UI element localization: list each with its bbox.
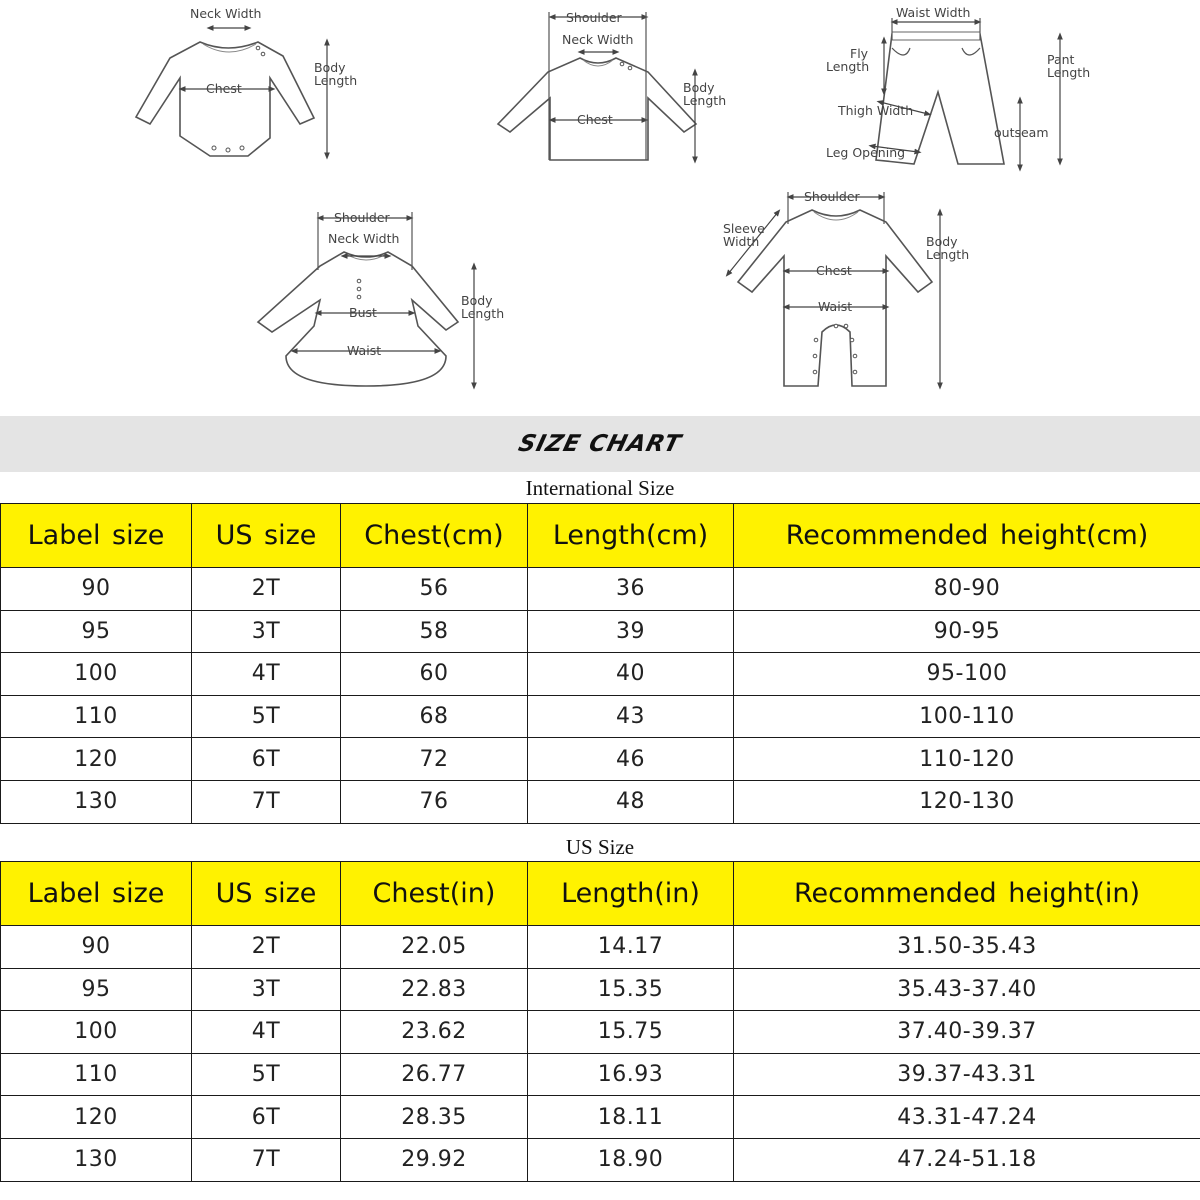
column-header-recommended-height: Recommended height(cm) [734, 504, 1200, 568]
bodysuit-chest-label: Chest [206, 81, 242, 96]
cell-recommended-height: 90-95 [734, 610, 1200, 653]
dress-shoulder-label: Shoulder [334, 210, 390, 225]
cell-label-size: 100 [1, 1011, 192, 1054]
dress-body-length-label-1: Body [461, 293, 493, 308]
tshirt-body-length-label-2: Length [683, 93, 727, 108]
cell-chest: 60 [341, 653, 528, 696]
size-chart-banner [0, 416, 1200, 472]
cell-us-size: 6T [192, 1096, 341, 1139]
cell-length: 16.93 [528, 1053, 734, 1096]
cell-recommended-height: 80-90 [734, 568, 1200, 611]
column-header-us-size: US size [192, 862, 341, 926]
cell-length: 43 [528, 695, 734, 738]
pants-waist-width-label: Waist Width [896, 5, 971, 20]
pants-leg-opening-label: Leg Opening [826, 145, 906, 160]
tshirt-body-length-label-1: Body [683, 80, 715, 95]
table-row [1, 1138, 1200, 1181]
tshirt-diagram [498, 10, 726, 160]
cell-recommended-height: 43.31-47.24 [734, 1096, 1200, 1139]
cell-recommended-height: 100-110 [734, 695, 1200, 738]
cell-recommended-height: 37.40-39.37 [734, 1011, 1200, 1054]
cell-recommended-height: 35.43-37.40 [734, 968, 1200, 1011]
cell-label-size: 95 [1, 968, 192, 1011]
table-row [1, 968, 1200, 1011]
romper-sleeve-width-label-2: Width [723, 234, 760, 249]
column-header-chest: Chest(cm) [341, 504, 528, 568]
column-header-recommended-height: Recommended height(in) [734, 862, 1200, 926]
table-row [1, 1011, 1200, 1054]
cell-length: 46 [528, 738, 734, 781]
cell-chest: 58 [341, 610, 528, 653]
table-row [1, 738, 1200, 781]
cell-us-size: 4T [192, 1011, 341, 1054]
cell-length: 40 [528, 653, 734, 696]
tshirt-chest-label: Chest [577, 112, 613, 127]
cell-length: 18.90 [528, 1138, 734, 1181]
cell-label-size: 130 [1, 1138, 192, 1181]
table-row [1, 1096, 1200, 1139]
cell-chest: 68 [341, 695, 528, 738]
cell-chest: 76 [341, 780, 528, 823]
tshirt-neck-width-label: Neck Width [562, 32, 634, 47]
measurement-diagrams-svg [0, 0, 1200, 412]
dress-diagram [258, 210, 504, 386]
cell-length: 36 [528, 568, 734, 611]
cell-label-size: 120 [1, 738, 192, 781]
column-header-us-size: US size [192, 504, 341, 568]
cell-label-size: 90 [1, 568, 192, 611]
cell-us-size: 4T [192, 653, 341, 696]
table-row [1, 926, 1200, 969]
cell-label-size: 130 [1, 780, 192, 823]
cell-us-size: 3T [192, 610, 341, 653]
dress-neck-width-label: Neck Width [328, 231, 400, 246]
romper-chest-label: Chest [816, 263, 852, 278]
romper-body-length-label-1: Body [926, 234, 958, 249]
cell-chest: 56 [341, 568, 528, 611]
cell-us-size: 6T [192, 738, 341, 781]
cell-length: 15.75 [528, 1011, 734, 1054]
table-row [1, 1053, 1200, 1096]
table-header-row [1, 504, 1200, 568]
dress-body-length-label-2: Length [461, 306, 505, 321]
cell-recommended-height: 95-100 [734, 653, 1200, 696]
cell-length: 39 [528, 610, 734, 653]
romper-waist-label: Waist [818, 299, 853, 314]
table-row [1, 653, 1200, 696]
size-chart-title: SIZE CHART [515, 431, 685, 457]
pants-diagram [826, 5, 1090, 168]
cell-chest: 23.62 [341, 1011, 528, 1054]
cell-length: 14.17 [528, 926, 734, 969]
column-header-label-size: Label size [1, 862, 192, 926]
cell-us-size: 7T [192, 780, 341, 823]
international-size-table [0, 503, 1200, 824]
romper-shoulder-label: Shoulder [804, 189, 860, 204]
column-header-length: Length(in) [528, 862, 734, 926]
table-row [1, 695, 1200, 738]
international-size-caption: International Size [525, 476, 675, 500]
column-header-length: Length(cm) [528, 504, 734, 568]
cell-label-size: 95 [1, 610, 192, 653]
pants-fly-length-label-1: Fly [850, 46, 869, 61]
cell-recommended-height: 47.24-51.18 [734, 1138, 1200, 1181]
table-row [1, 568, 1200, 611]
cell-label-size: 110 [1, 1053, 192, 1096]
cell-us-size: 7T [192, 1138, 341, 1181]
cell-label-size: 110 [1, 695, 192, 738]
dress-waist-label: Waist [347, 343, 382, 358]
cell-us-size: 3T [192, 968, 341, 1011]
cell-chest: 28.35 [341, 1096, 528, 1139]
bodysuit-neck-width-label: Neck Width [190, 6, 262, 21]
pants-pant-length-label-1: Pant [1047, 52, 1075, 67]
garment-diagrams [0, 0, 1200, 412]
column-header-label-size: Label size [1, 504, 192, 568]
romper-body-length-label-2: Length [926, 247, 970, 262]
pants-outseam-label: outseam [994, 125, 1049, 140]
cell-label-size: 90 [1, 926, 192, 969]
table-row [1, 780, 1200, 823]
bodysuit-body-length-label-1: Body [314, 60, 346, 75]
cell-chest: 22.05 [341, 926, 528, 969]
romper-sleeve-width-label-1: Sleeve [723, 221, 765, 236]
pants-pant-length-label-2: Length [1047, 65, 1091, 80]
cell-length: 48 [528, 780, 734, 823]
cell-us-size: 5T [192, 1053, 341, 1096]
cell-chest: 22.83 [341, 968, 528, 1011]
dress-bust-label: Bust [349, 305, 377, 320]
us-size-caption: US Size [565, 835, 635, 859]
romper-diagram [723, 189, 969, 386]
bodysuit-diagram [136, 6, 357, 156]
us-size-table [0, 861, 1200, 1182]
cell-label-size: 120 [1, 1096, 192, 1139]
table-row [1, 610, 1200, 653]
cell-length: 18.11 [528, 1096, 734, 1139]
cell-recommended-height: 31.50-35.43 [734, 926, 1200, 969]
cell-us-size: 2T [192, 568, 341, 611]
cell-recommended-height: 39.37-43.31 [734, 1053, 1200, 1096]
tshirt-shoulder-label: Shoulder [566, 10, 622, 25]
cell-recommended-height: 110-120 [734, 738, 1200, 781]
cell-length: 15.35 [528, 968, 734, 1011]
pants-fly-length-label-2: Length [826, 59, 870, 74]
cell-chest: 72 [341, 738, 528, 781]
cell-chest: 26.77 [341, 1053, 528, 1096]
bodysuit-body-length-label-2: Length [314, 73, 358, 88]
column-header-chest: Chest(in) [341, 862, 528, 926]
table-header-row [1, 862, 1200, 926]
cell-chest: 29.92 [341, 1138, 528, 1181]
cell-recommended-height: 120-130 [734, 780, 1200, 823]
cell-label-size: 100 [1, 653, 192, 696]
cell-us-size: 5T [192, 695, 341, 738]
cell-us-size: 2T [192, 926, 341, 969]
pants-thigh-width-label: Thigh Width [838, 103, 914, 118]
